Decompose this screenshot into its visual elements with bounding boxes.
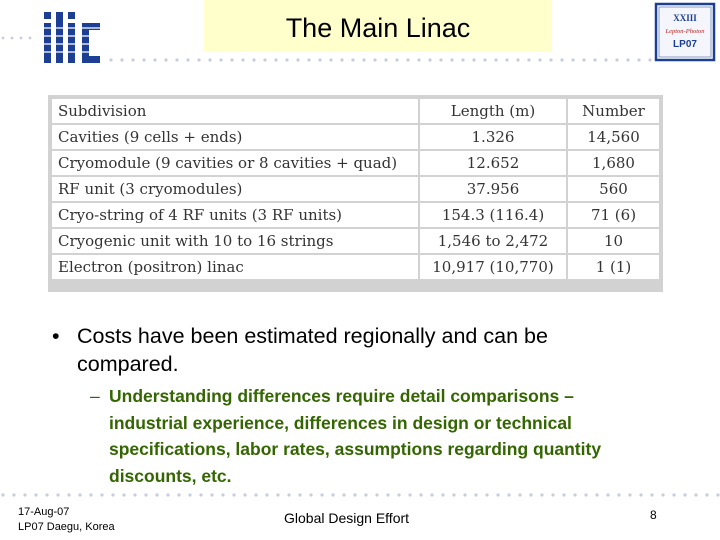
lp07-logo-line2: Lepton-Photon (665, 28, 705, 35)
decorative-dots-left (0, 36, 36, 40)
page-number: 8 (650, 508, 657, 522)
cell-length: 12.652 (420, 151, 566, 175)
table-row (52, 125, 659, 149)
sub-bullet-marker: – (90, 386, 100, 406)
cell-length: 37.956 (420, 177, 566, 201)
lp07-logo-line1: XXIII (673, 13, 697, 23)
table-row (52, 255, 659, 279)
page-title: The Main Linac (285, 12, 471, 43)
table-row (52, 229, 659, 253)
footer-center: Global Design Effort (284, 510, 410, 526)
footer-venue: LP07 Daegu, Korea (18, 521, 115, 533)
cell-subdivision: RF unit (3 cryomodules) (52, 177, 418, 201)
table-row (52, 151, 659, 175)
footer-left (18, 505, 115, 535)
cell-subdivision: Cryogenic unit with 10 to 16 strings (52, 229, 418, 253)
column-header-length: Length (m) (420, 99, 566, 123)
column-header-subdivision: Subdivision (52, 99, 418, 123)
table-header-row (52, 99, 659, 123)
cell-number: 71 (6) (568, 203, 659, 227)
cell-subdivision: Cryomodule (9 cavities or 8 cavities + quad) (52, 151, 418, 175)
cell-number: 10 (568, 229, 659, 253)
table-row (52, 177, 659, 201)
cell-length: 1.326 (420, 125, 566, 149)
decorative-dots-top (108, 57, 656, 63)
cell-subdivision: Cryo-string of 4 RF units (3 RF units) (52, 203, 418, 227)
linac-subdivision-table (50, 97, 661, 281)
decorative-dots-bottom (0, 492, 720, 498)
bullet-main-text: Costs have been estimated regionally and can be compared. (77, 324, 548, 376)
bullet-sub-text: Understanding differences require detail comparisons – industrial experience, differences in design or technical specifications, labor rates, assumptions regarding quantity discounts, etc. (109, 386, 602, 486)
table-row (52, 203, 659, 227)
lp07-logo-line3: LP07 (673, 39, 697, 50)
footer-date: 17-Aug-07 (18, 506, 70, 518)
cell-number: 14,560 (568, 125, 659, 149)
cell-number: 1,680 (568, 151, 659, 175)
bullet-marker: • (52, 324, 60, 348)
linac-table-frame (48, 95, 663, 292)
column-header-number: Number (568, 99, 659, 123)
cell-subdivision: Electron (positron) linac (52, 255, 418, 279)
title-banner (204, 0, 552, 52)
cell-length: 10,917 (10,770) (420, 255, 566, 279)
cell-number: 560 (568, 177, 659, 201)
cell-subdivision: Cavities (9 cells + ends) (52, 125, 418, 149)
ilc-logo (36, 6, 106, 68)
lp07-logo (652, 0, 720, 64)
cell-length: 154.3 (116.4) (420, 203, 566, 227)
cell-number: 1 (1) (568, 255, 659, 279)
cell-length: 1,546 to 2,472 (420, 229, 566, 253)
